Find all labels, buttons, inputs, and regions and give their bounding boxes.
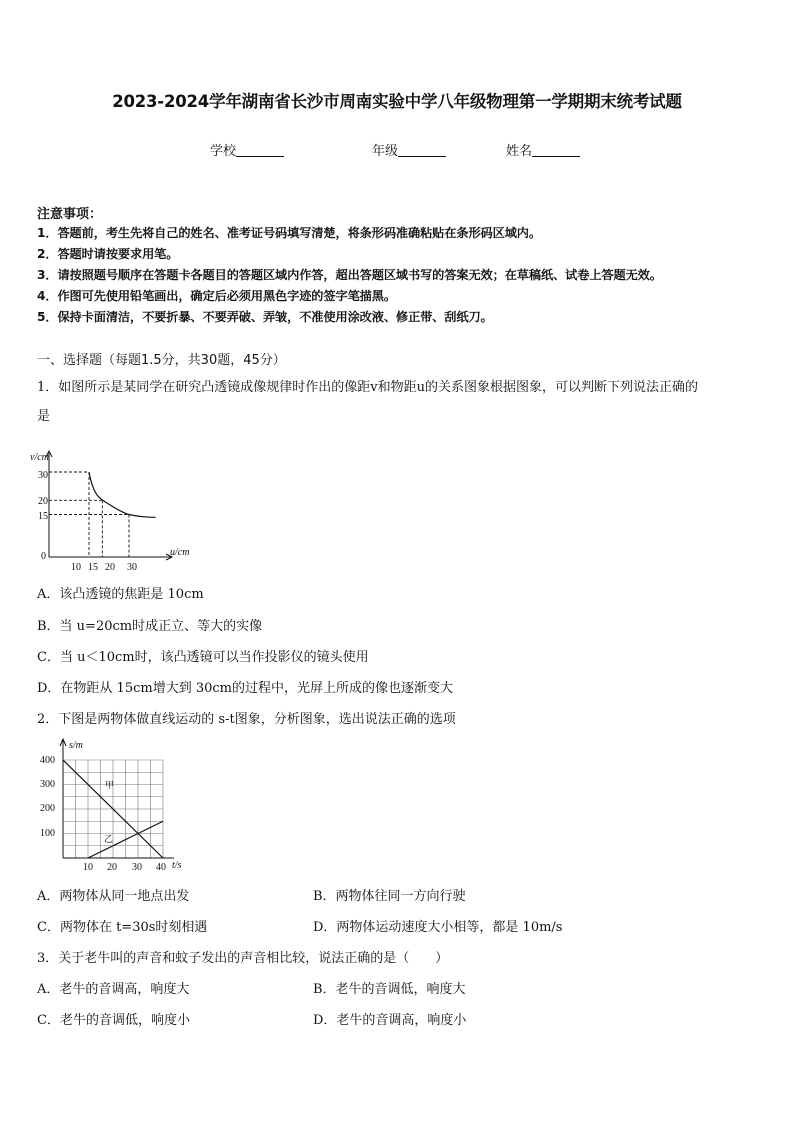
st-ytick: 200 (40, 803, 55, 814)
lens-xtick: 20 (105, 562, 115, 572)
st-xtick: 20 (107, 862, 117, 873)
st-ytick: 100 (40, 828, 55, 839)
st-ytick: 400 (40, 755, 55, 766)
question-1-option-c[interactable]: C．当 u＜10cm时，该凸透镜可以当作投影仪的镜头使用 (37, 650, 369, 665)
grade-blank[interactable] (398, 144, 446, 157)
question-3-stem: 3．关于老牛叫的声音和蚊子发出的声音相比较，说法正确的是（ ） (37, 951, 449, 966)
st-ytick: 300 (40, 779, 55, 790)
st-xlabel: t/s (172, 860, 182, 871)
school-field (210, 140, 284, 159)
lens-xlabel: u/cm (170, 547, 190, 558)
st-xtick: 40 (156, 862, 166, 873)
question-1-option-d[interactable]: D．在物距从 15cm增大到 30cm的过程中，光屏上所成的像也逐渐变大 (37, 681, 453, 696)
question-2-option-b[interactable]: B．两物体往同一方向行驶 (313, 889, 466, 904)
question-1-stem-cont: 是 (37, 409, 51, 424)
name-label: 姓名 (506, 144, 533, 159)
question-1-option-b[interactable]: B．当 u=20cm时成正立、等大的实像 (37, 619, 263, 634)
lens-chart (30, 447, 200, 572)
st-ylabel: s/m (69, 740, 83, 751)
name-blank[interactable] (532, 144, 580, 157)
note-item: 3．请按照题号顺序在答题卡各题目的答题区域内作答，超出答题区域书写的答案无效；在草稿纸、试卷上答题无效。 (37, 268, 662, 282)
note-item: 2．答题时请按要求用笔。 (37, 247, 179, 261)
lens-ytick: 0 (41, 551, 46, 562)
note-item: 4．作图可先使用铅笔画出，确定后必须用黑色字迹的签字笔描黑。 (37, 289, 396, 303)
lens-ytick: 15 (38, 511, 48, 522)
st-xtick: 10 (83, 862, 93, 873)
question-3-option-c[interactable]: C．老牛的音调低，响度小 (37, 1013, 190, 1028)
grade-field (372, 140, 446, 159)
school-blank[interactable] (236, 144, 284, 157)
lens-curve (89, 472, 156, 517)
question-2-option-a[interactable]: A．两物体从同一地点出发 (37, 889, 190, 904)
lens-ylabel: v/cm (30, 452, 49, 463)
school-label: 学校 (210, 144, 237, 159)
question-3-option-d[interactable]: D．老牛的音调高，响度小 (313, 1013, 467, 1028)
question-3-option-a[interactable]: A．老牛的音调高，响度大 (37, 982, 190, 997)
question-3-option-b[interactable]: B．老牛的音调低，响度大 (313, 982, 466, 997)
lens-xtick: 15 (88, 562, 98, 572)
lens-ytick: 20 (38, 496, 48, 507)
st-series-label-jia: 甲 (105, 780, 115, 790)
section-heading: 一、选择题（每题1.5分，共30题，45分） (37, 353, 286, 368)
note-item: 5．保持卡面清洁，不要折暴、不要弄破、弄皱，不准使用涂改液、修正带、刮纸刀。 (37, 310, 493, 324)
question-1-option-a[interactable]: A．该凸透镜的焦距是 10cm (37, 587, 204, 602)
st-series-label-yi: 乙 (104, 834, 114, 844)
grade-label: 年级 (372, 144, 399, 159)
question-2-option-d[interactable]: D．两物体运动速度大小相等，都是 10m/s (313, 920, 563, 935)
lens-xtick: 30 (127, 562, 137, 572)
lens-ytick: 30 (38, 470, 48, 481)
notes-heading: 注意事项： (37, 207, 103, 222)
note-item: 1．答题前，考生先将自己的姓名、准考证号码填写清楚，将条形码准确粘贴在条形码区域内。 (37, 226, 541, 240)
question-2-option-c[interactable]: C．两物体在 t=30s时刻相遇 (37, 920, 208, 935)
question-1-stem: 1．如图所示是某同学在研究凸透镜成像规律时作出的像距v和物距u的关系图象根据图象，可以判断下列说法正确的 (37, 380, 698, 395)
question-2-stem: 2．下图是两物体做直线运动的 s-t图象，分析图象，选出说法正确的选项 (37, 712, 456, 727)
lens-xtick: 10 (71, 562, 81, 572)
st-chart (34, 736, 194, 874)
name-field (506, 140, 580, 159)
exam-title: 2023-2024学年湖南省长沙市周南实验中学八年级物理第一学期期末统考试题 (112, 92, 682, 111)
st-xtick: 30 (132, 862, 142, 873)
